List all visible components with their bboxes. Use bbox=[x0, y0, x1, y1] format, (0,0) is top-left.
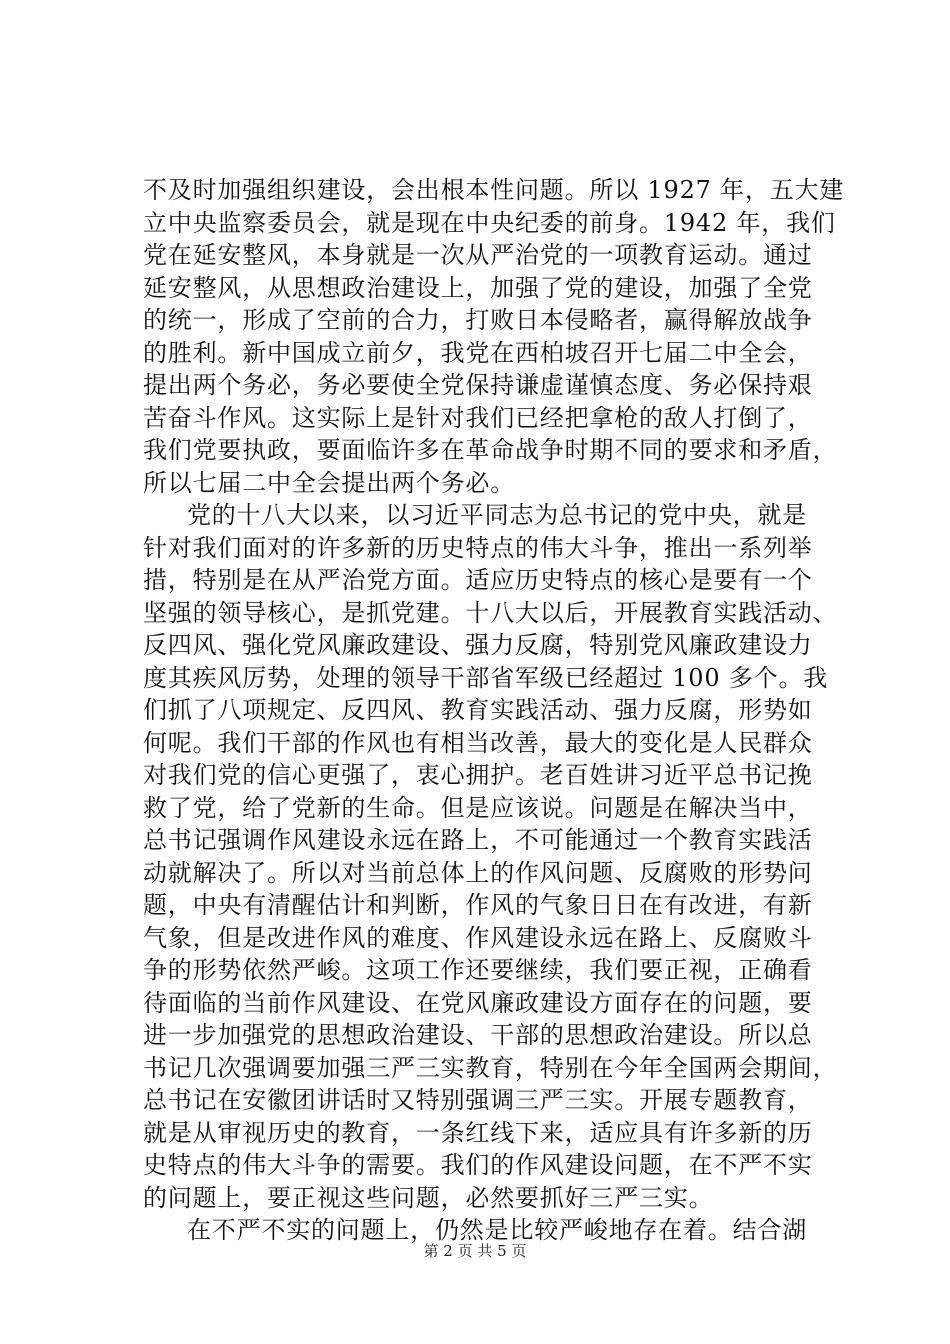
paragraph-start-line: 在不严不实的问题上，仍然是比较严峻地存在着。结合湖 bbox=[187, 1216, 807, 1244]
text-line: 所以七届二中全会提出两个务必。 bbox=[143, 468, 515, 497]
text-line: 不及时加强组织建设，会出根本性问题。所以 1927 年，五大建 bbox=[143, 176, 845, 204]
text-line: 坚强的领导核心，是抓党建。十八大以后，开展教育实践活动、 bbox=[143, 598, 838, 627]
text-line: 针对我们面对的许多新的历史特点的伟大斗争，推出一系列举 bbox=[143, 533, 813, 562]
text-line: 的胜利。新中国成立前夕，我党在西柏坡召开七届二中全会， bbox=[143, 338, 813, 367]
text-line: 题，中央有清醒估计和判断，作风的气象日日在有改进，有新 bbox=[143, 891, 813, 919]
paragraph-start-line: 党的十八大以来，以习近平同志为总书记的党中央，就是 bbox=[187, 501, 807, 529]
text-line: 我们党要执政，要面临许多在革命战争时期不同的要求和矛盾， bbox=[143, 436, 838, 464]
page-footer: 第 2 页 共 5 页 bbox=[423, 1242, 527, 1260]
text-line: 总书记在安徽团讲话时又特别强调三严三实。开展专题教育， bbox=[143, 1086, 813, 1114]
text-line: 气象，但是改进作风的难度、作风建设永远在路上、反腐败斗 bbox=[143, 923, 813, 952]
text-line: 史特点的伟大斗争的需要。我们的作风建设问题，在不严不实 bbox=[143, 1151, 813, 1179]
text-line: 救了党，给了党新的生命。但是应该说。问题是在解决当中， bbox=[143, 793, 813, 822]
text-line: 延安整风，从思想政治建设上，加强了党的建设，加强了全党 bbox=[143, 273, 813, 302]
text-line: 争的形势依然严峻。这项工作还要继续，我们要正视，正确看 bbox=[143, 956, 813, 984]
text-line: 反四风、强化党风廉政建设、强力反腐，特别党风廉政建设力 bbox=[143, 631, 813, 659]
text-line: 苦奋斗作风。这实际上是针对我们已经把拿枪的敌人打倒了， bbox=[143, 403, 813, 432]
text-line: 党在延安整风，本身就是一次从严治党的一项教育运动。通过 bbox=[143, 241, 813, 269]
text-line: 动就解决了。所以对当前总体上的作风问题、反腐败的形势问 bbox=[143, 858, 813, 887]
text-line: 总书记强调作风建设永远在路上，不可能通过一个教育实践活 bbox=[143, 826, 813, 854]
text-line: 们抓了八项规定、反四风、教育实践活动、强力反腐，形势如 bbox=[143, 696, 813, 724]
text-line: 提出两个务必，务必要使全党保持谦虚谨慎态度、务必保持艰 bbox=[143, 371, 813, 399]
text-line: 进一步加强党的思想政治建设、干部的思想政治建设。所以总 bbox=[143, 1021, 813, 1049]
text-line: 书记几次强调要加强三严三实教育，特别在今年全国两会期间， bbox=[143, 1053, 838, 1082]
text-line: 待面临的当前作风建设、在党风廉政建设方面存在的问题，要 bbox=[143, 988, 813, 1017]
text-line: 度其疾风厉势，处理的领导干部省军级已经超过 100 多个。我 bbox=[143, 663, 829, 692]
text-line: 的问题上，要正视这些问题，必然要抓好三严三实。 bbox=[143, 1183, 714, 1212]
text-line: 措，特别是在从严治党方面。适应历史特点的核心是要有一个 bbox=[143, 566, 813, 594]
text-line: 对我们党的信心更强了，衷心拥护。老百姓讲习近平总书记挽 bbox=[143, 761, 813, 789]
text-line: 的统一，形成了空前的合力，打败日本侵略者，赢得解放战争 bbox=[143, 306, 813, 334]
text-line: 立中央监察委员会，就是现在中央纪委的前身。1942 年，我们 bbox=[143, 208, 836, 237]
text-line: 何呢。我们干部的作风也有相当改善，最大的变化是人民群众 bbox=[143, 728, 813, 757]
body-text bbox=[143, 174, 843, 1247]
text-line: 就是从审视历史的教育，一条红线下来，适应具有许多新的历 bbox=[143, 1118, 813, 1147]
